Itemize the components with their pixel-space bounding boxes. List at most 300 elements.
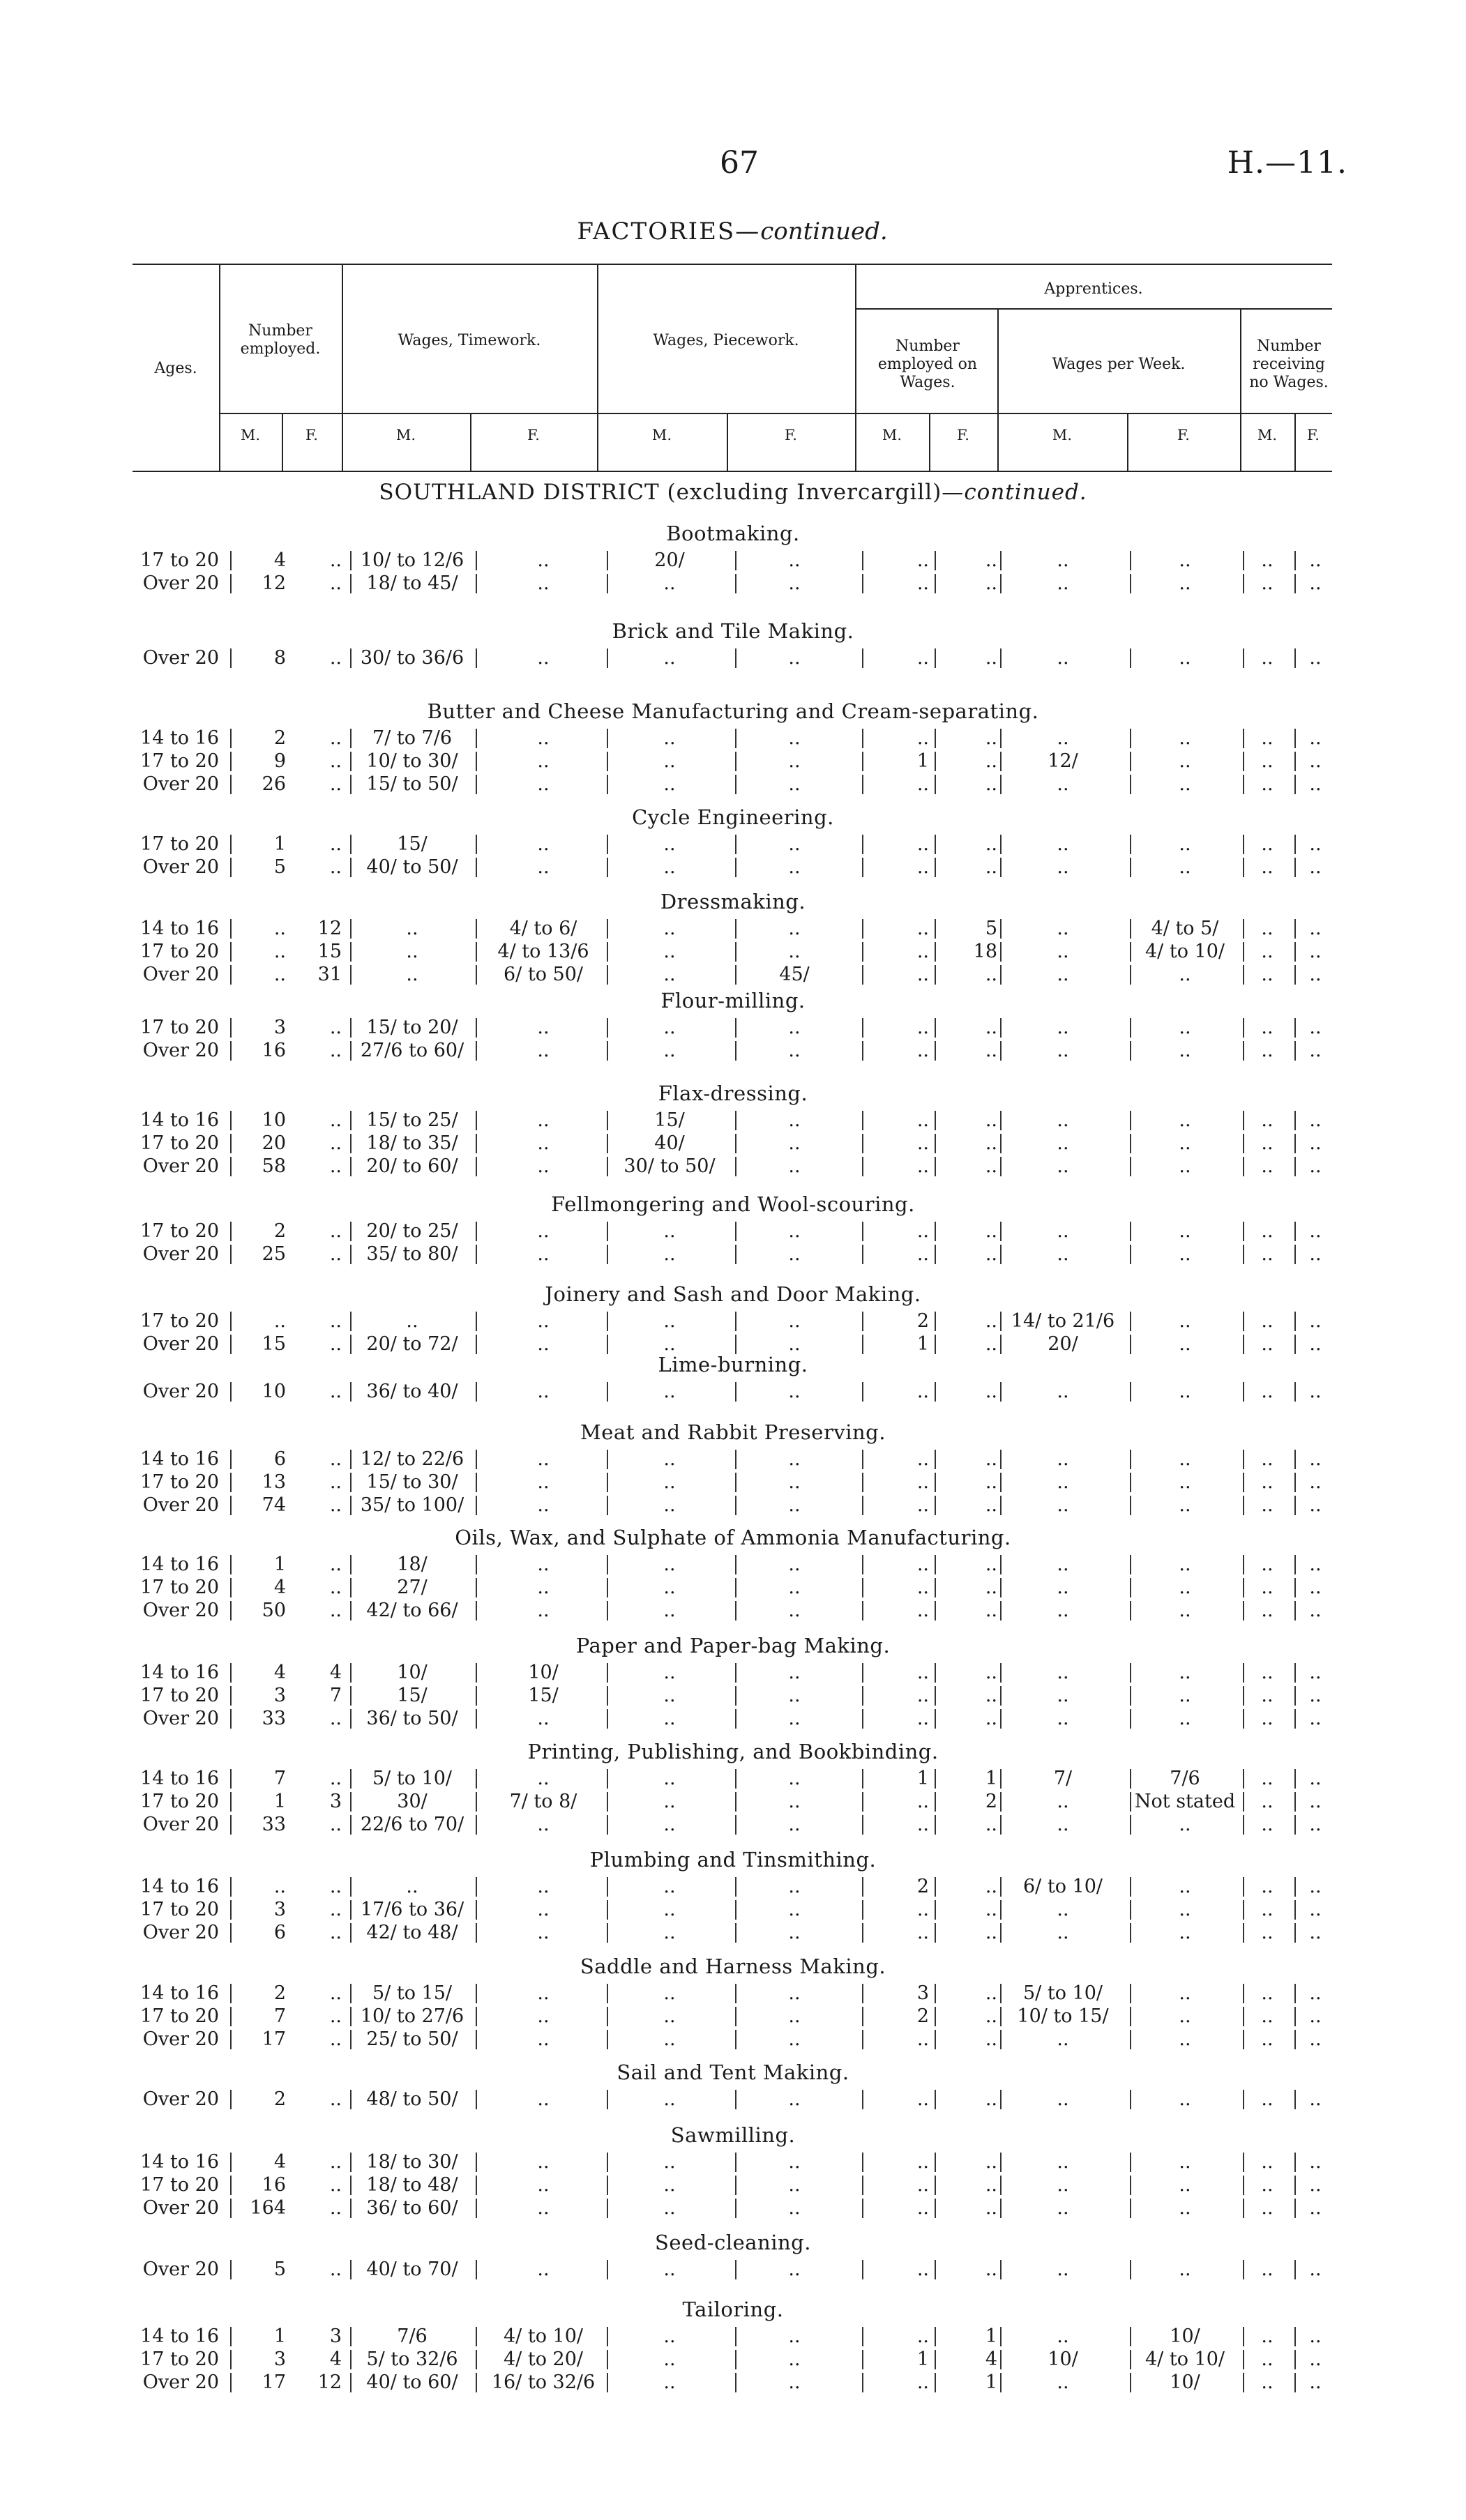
cell-appr-wages-f: ..: [1179, 2259, 1191, 2280]
cell-appr-nowages-m: ..: [1261, 1708, 1274, 1729]
column-rule: [350, 729, 352, 748]
table-row: [0, 1310, 1466, 1333]
column-rule: [476, 1245, 477, 1264]
cell-timework-f: ..: [537, 549, 550, 571]
table-row: [0, 833, 1466, 856]
cell-employed-m: 7: [273, 2005, 286, 2027]
cell-piecework-f: ..: [788, 833, 801, 855]
cell-appr-employed-m: ..: [916, 1109, 929, 1131]
cell-piecework-m: ..: [663, 2088, 676, 2110]
cell-appr-wages-m: ..: [1057, 1685, 1069, 1706]
cell-appr-nowages-f: ..: [1309, 1132, 1322, 1154]
cell-appr-wages-f: ..: [1179, 1554, 1191, 1575]
cell-appr-wages-f: ..: [1179, 1040, 1191, 1061]
cell-employed-f: ..: [329, 1333, 342, 1355]
cell-appr-employed-m: ..: [916, 1899, 929, 1920]
cell-employed-m: 9: [273, 750, 286, 772]
table-row: [0, 1132, 1466, 1155]
column-rule: [476, 942, 477, 962]
cell-appr-nowages-m: ..: [1261, 750, 1274, 772]
column-rule: [350, 1222, 352, 1241]
cell-employed-m: 26: [262, 773, 286, 795]
cell-timework-m: 20/ to 60/: [366, 1155, 458, 1177]
cell-appr-wages-f: ..: [1179, 1814, 1191, 1835]
cell-employed-f: ..: [329, 2028, 342, 2050]
cell-appr-wages-m: ..: [1057, 1708, 1069, 1729]
cell-timework-m: 35/ to 80/: [366, 1243, 458, 1265]
cell-appr-employed-m: ..: [916, 964, 929, 985]
cell-piecework-f: 45/: [779, 964, 810, 985]
cell-employed-m: 3: [273, 1685, 286, 1706]
table-row: [0, 647, 1466, 669]
cell-employed-f: ..: [329, 2197, 342, 2219]
cell-employed-m: 15: [262, 1333, 286, 1355]
column-rule: [476, 1134, 477, 1153]
cell-appr-wages-f: ..: [1179, 1982, 1191, 2004]
table-row: [0, 1381, 1466, 1403]
table-row: [0, 918, 1466, 940]
cell-timework-m: 7/6: [397, 2325, 428, 2347]
trade-heading: Meat and Rabbit Preserving.: [580, 1420, 886, 1444]
column-rule: [350, 2327, 352, 2346]
cell-piecework-m: ..: [663, 1381, 676, 1402]
cell-employed-f: ..: [329, 1132, 342, 1154]
cell-appr-nowages-f: ..: [1309, 1708, 1322, 1729]
cell-piecework-f: ..: [788, 1554, 801, 1575]
cell-piecework-f: ..: [788, 1040, 801, 1061]
cell-appr-nowages-f: ..: [1309, 2197, 1322, 2219]
cell-employed-m: 164: [250, 2197, 286, 2219]
cell-appr-wages-f: ..: [1179, 2151, 1191, 2173]
cell-appr-employed-f: ..: [985, 1155, 997, 1177]
cell-age: Over 20: [142, 1243, 219, 1265]
cell-appr-wages-m: ..: [1057, 1662, 1069, 1683]
cell-appr-wages-f: ..: [1179, 856, 1191, 878]
cell-age: Over 20: [142, 1814, 219, 1835]
cell-appr-employed-m: 2: [916, 1876, 929, 1897]
cell-appr-wages-m: ..: [1057, 964, 1069, 985]
cell-piecework-m: ..: [663, 1554, 676, 1575]
cell-employed-m: ..: [273, 941, 286, 962]
cell-appr-wages-f: ..: [1179, 1448, 1191, 1470]
cell-appr-wages-m: 12/: [1048, 750, 1078, 772]
cell-appr-employed-f: 1: [985, 2371, 997, 2393]
cell-timework-m: 12/ to 22/6: [360, 1448, 464, 1470]
table-row: [0, 1768, 1466, 1790]
cell-piecework-f: ..: [788, 1155, 801, 1177]
cell-employed-f: ..: [329, 1220, 342, 1242]
cell-appr-wages-f: ..: [1179, 2174, 1191, 2196]
cell-appr-employed-m: 1: [916, 2348, 929, 2370]
table-row: [0, 727, 1466, 750]
column-rule: [476, 2153, 477, 2172]
column-rule: [476, 1041, 477, 1061]
cell-employed-f: ..: [329, 572, 342, 594]
cell-timework-m: 18/ to 30/: [366, 2151, 458, 2173]
cell-timework-m: 27/: [397, 1577, 428, 1598]
cell-appr-wages-m: ..: [1057, 1040, 1069, 1061]
cell-appr-wages-m: ..: [1057, 1577, 1069, 1598]
cell-timework-f: ..: [537, 1494, 550, 1516]
cell-appr-wages-m: ..: [1057, 647, 1069, 669]
table-row: [0, 1600, 1466, 1622]
cell-timework-f: ..: [537, 1982, 550, 2004]
cell-appr-nowages-f: ..: [1309, 941, 1322, 962]
cell-piecework-f: ..: [788, 2371, 801, 2393]
cell-appr-wages-m: ..: [1057, 1155, 1069, 1177]
cell-timework-m: 18/ to 45/: [366, 572, 458, 594]
cell-appr-wages-f: 4/ to 5/: [1151, 918, 1219, 939]
cell-piecework-m: ..: [663, 2348, 676, 2370]
cell-appr-employed-f: ..: [985, 2088, 997, 2110]
cell-employed-m: 16: [262, 1040, 286, 1061]
cell-age: 14 to 16: [140, 1662, 219, 1683]
column-rule: [476, 2199, 477, 2218]
cell-age: 17 to 20: [140, 941, 219, 962]
cell-employed-m: 2: [273, 1982, 286, 2004]
cell-appr-nowages-f: ..: [1309, 727, 1322, 749]
cell-appr-nowages-m: ..: [1261, 2174, 1274, 2196]
column-rule: [476, 1923, 477, 1943]
cell-appr-nowages-f: ..: [1309, 1876, 1322, 1897]
cell-employed-m: 2: [273, 1220, 286, 1242]
cell-timework-m: 36/ to 60/: [366, 2197, 458, 2219]
column-rule: [350, 1134, 352, 1153]
cell-appr-employed-m: ..: [916, 1685, 929, 1706]
cell-piecework-f: ..: [788, 2005, 801, 2027]
trade-heading: Joinery and Sash and Door Making.: [545, 1282, 921, 1306]
cell-piecework-f: ..: [788, 647, 801, 669]
cell-employed-m: 7: [273, 1768, 286, 1789]
cell-employed-f: 12: [317, 918, 342, 939]
cell-appr-employed-f: ..: [985, 1982, 997, 2004]
cell-appr-wages-m: ..: [1057, 1109, 1069, 1131]
cell-timework-m: 10/: [397, 1662, 428, 1683]
cell-piecework-m: ..: [663, 2371, 676, 2393]
cell-appr-nowages-m: ..: [1261, 1333, 1274, 1355]
column-rule: [476, 2030, 477, 2049]
cell-piecework-f: ..: [788, 1220, 801, 1242]
cell-appr-employed-f: ..: [985, 1381, 997, 1402]
cell-appr-wages-f: ..: [1179, 1662, 1191, 1683]
cell-appr-employed-f: ..: [985, 773, 997, 795]
cell-timework-m: 40/ to 50/: [366, 856, 458, 878]
cell-age: 17 to 20: [140, 1220, 219, 1242]
cell-appr-wages-m: ..: [1057, 941, 1069, 962]
column-rule: [350, 2260, 352, 2279]
cell-appr-nowages-m: ..: [1261, 2028, 1274, 2050]
cell-employed-m: 16: [262, 2174, 286, 2196]
cell-timework-f: ..: [537, 1708, 550, 1729]
cell-appr-employed-f: ..: [985, 1109, 997, 1131]
cell-appr-nowages-f: ..: [1309, 833, 1322, 855]
cell-appr-nowages-m: ..: [1261, 1922, 1274, 1943]
cell-employed-f: ..: [329, 1155, 342, 1177]
column-rule: [350, 1792, 352, 1812]
cell-timework-m: 25/ to 50/: [366, 2028, 458, 2050]
column-rule: [350, 2350, 352, 2369]
cell-appr-employed-f: ..: [985, 2259, 997, 2280]
cell-appr-wages-f: ..: [1179, 549, 1191, 571]
cell-piecework-m: ..: [663, 2197, 676, 2219]
cell-timework-m: 20/ to 25/: [366, 1220, 458, 1242]
cell-piecework-f: ..: [788, 773, 801, 795]
cell-appr-employed-m: ..: [916, 1554, 929, 1575]
cell-employed-m: 1: [273, 1554, 286, 1575]
cell-appr-nowages-f: ..: [1309, 1768, 1322, 1789]
column-rule: [350, 1601, 352, 1620]
cell-employed-f: 4: [329, 1662, 342, 1683]
cell-timework-m: 15/: [397, 833, 428, 855]
table-row: [0, 964, 1466, 986]
cell-employed-m: 17: [262, 2371, 286, 2393]
cell-timework-m: ..: [406, 1876, 418, 1897]
cell-timework-f: ..: [537, 856, 550, 878]
table-row: [0, 2197, 1466, 2219]
cell-employed-m: 17: [262, 2028, 286, 2050]
cell-age: Over 20: [142, 1922, 219, 1943]
column-rule: [476, 752, 477, 771]
cell-appr-nowages-f: ..: [1309, 1899, 1322, 1920]
cell-appr-nowages-m: ..: [1261, 1494, 1274, 1516]
cell-appr-employed-f: ..: [985, 1899, 997, 1920]
column-rule: [350, 1018, 352, 1038]
cell-timework-f: ..: [537, 1814, 550, 1835]
column-rule: [350, 1923, 352, 1943]
cell-timework-m: ..: [406, 941, 418, 962]
cell-appr-employed-f: ..: [985, 1577, 997, 1598]
cell-appr-nowages-f: ..: [1309, 773, 1322, 795]
header-m: M.: [1257, 427, 1278, 443]
column-rule: [476, 1450, 477, 1469]
column-rule: [350, 1709, 352, 1729]
column-rule: [350, 1382, 352, 1402]
cell-age: Over 20: [142, 856, 219, 878]
cell-appr-nowages-m: ..: [1261, 1310, 1274, 1332]
column-rule: [350, 1984, 352, 2003]
cell-piecework-m: 40/: [654, 1132, 685, 1154]
cell-appr-employed-f: 4: [985, 2348, 997, 2370]
cell-timework-f: ..: [537, 2197, 550, 2219]
cell-appr-wages-m: ..: [1057, 2174, 1069, 2196]
cell-piecework-f: ..: [788, 1310, 801, 1332]
header-wages-timework: Wages, Timework.: [398, 332, 541, 349]
cell-age: Over 20: [142, 647, 219, 669]
cell-timework-f: ..: [537, 2151, 550, 2173]
cell-appr-wages-f: ..: [1179, 1600, 1191, 1621]
cell-age: 17 to 20: [140, 1310, 219, 1332]
cell-appr-nowages-f: ..: [1309, 1220, 1322, 1242]
cell-employed-f: 4: [329, 2348, 342, 2370]
cell-appr-wages-f: ..: [1179, 727, 1191, 749]
cell-appr-wages-m: 5/ to 10/: [1023, 1982, 1103, 2004]
cell-appr-employed-m: ..: [916, 1494, 929, 1516]
column-rule: [476, 729, 477, 748]
cell-appr-nowages-m: ..: [1261, 2151, 1274, 2173]
cell-piecework-m: ..: [663, 833, 676, 855]
cell-piecework-f: ..: [788, 2174, 801, 2196]
cell-timework-f: ..: [537, 727, 550, 749]
trade-heading: Bootmaking.: [666, 522, 800, 545]
cell-timework-f: ..: [537, 1155, 550, 1177]
header-f: F.: [527, 427, 540, 443]
cell-piecework-m: ..: [663, 1791, 676, 1812]
cell-appr-employed-m: ..: [916, 2259, 929, 2280]
cell-appr-employed-m: ..: [916, 1381, 929, 1402]
trade-heading: Paper and Paper-bag Making.: [575, 1634, 891, 1657]
cell-employed-m: 6: [273, 1448, 286, 1470]
cell-employed-m: 8: [273, 647, 286, 669]
column-rule: [476, 551, 477, 570]
cell-appr-nowages-f: ..: [1309, 1040, 1322, 1061]
cell-appr-employed-f: ..: [985, 1243, 997, 1265]
cell-appr-employed-f: ..: [985, 2005, 997, 2027]
cell-employed-m: 3: [273, 1017, 286, 1038]
table-row: [0, 1448, 1466, 1471]
table-row: [0, 1109, 1466, 1132]
cell-timework-f: ..: [537, 1600, 550, 1621]
trade-heading: Brick and Tile Making.: [612, 619, 854, 643]
column-rule: [350, 1111, 352, 1130]
cell-appr-wages-f: 10/: [1170, 2325, 1200, 2347]
trade-heading: Plumbing and Tinsmithing.: [589, 1848, 877, 1872]
cell-employed-f: ..: [329, 1922, 342, 1943]
cell-age: 17 to 20: [140, 1017, 219, 1038]
cell-timework-m: 5/ to 32/6: [366, 2348, 458, 2370]
column-rule: [350, 1686, 352, 1706]
cell-timework-f: 4/ to 13/6: [497, 941, 589, 962]
cell-appr-employed-m: ..: [916, 1155, 929, 1177]
column-rule: [350, 1496, 352, 1515]
cell-employed-m: 1: [273, 1791, 286, 1812]
cell-age: Over 20: [142, 1600, 219, 1621]
cell-piecework-m: ..: [663, 1662, 676, 1683]
trade-heading: Flax-dressing.: [658, 1081, 808, 1105]
column-rule: [350, 2090, 352, 2109]
cell-employed-f: ..: [329, 1814, 342, 1835]
cell-piecework-f: ..: [788, 1662, 801, 1683]
cell-appr-employed-f: ..: [985, 2197, 997, 2219]
cell-appr-employed-f: ..: [985, 1876, 997, 1897]
cell-appr-wages-m: ..: [1057, 572, 1069, 594]
cell-piecework-f: ..: [788, 1876, 801, 1897]
cell-appr-nowages-m: ..: [1261, 2371, 1274, 2393]
column-rule: [476, 775, 477, 794]
cell-age: 17 to 20: [140, 1899, 219, 1920]
column-rule: [476, 1473, 477, 1492]
cell-appr-nowages-m: ..: [1261, 572, 1274, 594]
cell-employed-f: 31: [317, 964, 342, 985]
cell-appr-wages-m: ..: [1057, 1554, 1069, 1575]
cell-appr-wages-f: ..: [1179, 572, 1191, 594]
cell-appr-wages-f: 7/6: [1170, 1768, 1200, 1789]
cell-employed-f: 3: [329, 1791, 342, 1812]
column-rule: [476, 1601, 477, 1620]
column-rule: [350, 965, 352, 985]
cell-appr-wages-m: ..: [1057, 2197, 1069, 2219]
cell-age: 14 to 16: [140, 2325, 219, 2347]
column-rule: [476, 1877, 477, 1897]
cell-piecework-f: ..: [788, 2088, 801, 2110]
cell-piecework-f: ..: [788, 1685, 801, 1706]
table-row: [0, 1814, 1466, 1836]
cell-employed-f: ..: [329, 1554, 342, 1575]
cell-piecework-m: ..: [663, 964, 676, 985]
cell-appr-wages-f: ..: [1179, 2005, 1191, 2027]
cell-appr-nowages-f: ..: [1309, 2371, 1322, 2393]
cell-appr-nowages-f: ..: [1309, 2088, 1322, 2110]
cell-appr-nowages-f: ..: [1309, 1109, 1322, 1131]
cell-timework-f: ..: [537, 572, 550, 594]
cell-timework-m: 10/ to 30/: [366, 750, 458, 772]
cell-timework-f: ..: [537, 1333, 550, 1355]
table-row: [0, 1243, 1466, 1266]
cell-appr-nowages-f: ..: [1309, 1814, 1322, 1835]
cell-appr-wages-f: ..: [1179, 1922, 1191, 1943]
column-rule: [350, 1815, 352, 1835]
cell-piecework-f: ..: [788, 1109, 801, 1131]
header-appr-wages-per-week: Wages per Week.: [1052, 356, 1186, 373]
column-rule: [350, 1663, 352, 1683]
cell-timework-f: 4/ to 6/: [509, 918, 577, 939]
cell-timework-m: 30/ to 36/6: [360, 647, 464, 669]
table-row: [0, 1155, 1466, 1178]
cell-appr-employed-f: ..: [985, 1220, 997, 1242]
cell-appr-employed-m: 1: [916, 750, 929, 772]
cell-piecework-m: ..: [663, 1448, 676, 1470]
cell-age: 14 to 16: [140, 2151, 219, 2173]
cell-appr-employed-f: ..: [985, 1554, 997, 1575]
cell-piecework-m: ..: [663, 856, 676, 878]
cell-age: Over 20: [142, 2088, 219, 2110]
cell-appr-wages-m: ..: [1057, 1448, 1069, 1470]
cell-timework-f: ..: [537, 1132, 550, 1154]
cell-timework-m: 22/6 to 70/: [360, 1814, 464, 1835]
cell-appr-wages-f: ..: [1179, 1243, 1191, 1265]
table-row: [0, 549, 1466, 572]
cell-piecework-m: ..: [663, 941, 676, 962]
cell-timework-m: 18/: [397, 1554, 428, 1575]
cell-appr-nowages-f: ..: [1309, 1554, 1322, 1575]
trade-heading: Sail and Tent Making.: [617, 2060, 849, 2084]
cell-employed-f: ..: [329, 2088, 342, 2110]
cell-appr-nowages-m: ..: [1261, 1243, 1274, 1265]
cell-piecework-f: ..: [788, 1243, 801, 1265]
cell-timework-m: 7/ to 7/6: [372, 727, 452, 749]
cell-age: Over 20: [142, 1381, 219, 1402]
trade-heading: Seed-cleaning.: [655, 2231, 811, 2254]
column-rule: [476, 2373, 477, 2392]
cell-timework-f: ..: [537, 773, 550, 795]
cell-appr-nowages-f: ..: [1309, 2174, 1322, 2196]
cell-timework-m: 15/ to 20/: [366, 1017, 458, 1038]
cell-appr-employed-f: ..: [985, 549, 997, 571]
cell-appr-employed-f: ..: [985, 750, 997, 772]
column-rule: [476, 1792, 477, 1812]
table-row: [0, 856, 1466, 879]
cell-appr-nowages-m: ..: [1261, 1577, 1274, 1598]
column-rule: [350, 1450, 352, 1469]
cell-timework-f: ..: [537, 2028, 550, 2050]
cell-appr-wages-f: Not stated: [1134, 1791, 1236, 1812]
title-main: FACTORIES—: [577, 218, 761, 245]
cell-piecework-f: ..: [788, 1381, 801, 1402]
cell-appr-wages-m: ..: [1057, 549, 1069, 571]
cell-appr-employed-f: 1: [985, 2325, 997, 2347]
cell-piecework-m: 30/ to 50/: [624, 1155, 716, 1177]
cell-piecework-f: ..: [788, 1708, 801, 1729]
cell-timework-f: 10/: [528, 1662, 559, 1683]
